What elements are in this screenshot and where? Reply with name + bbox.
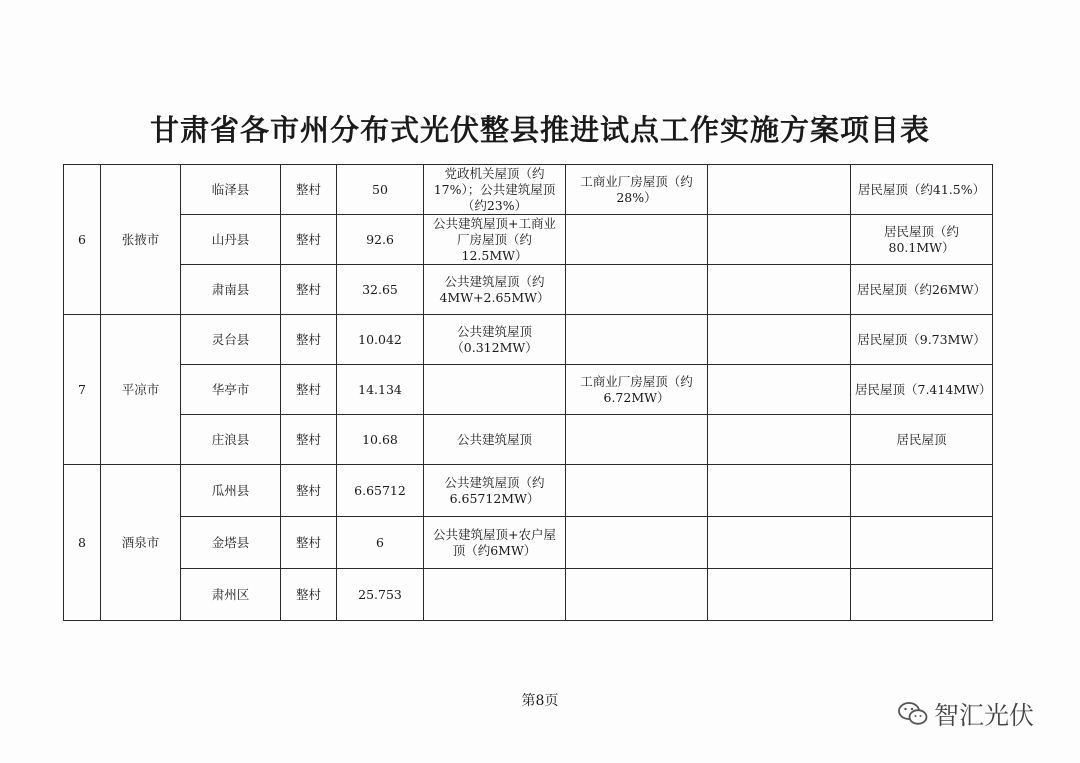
cell-industrial bbox=[566, 569, 708, 621]
cell-public bbox=[424, 569, 566, 621]
cell-residential: 居民屋顶（约41.5%） bbox=[851, 165, 993, 215]
cell-county: 临泽县 bbox=[181, 165, 281, 215]
cell-type: 整村 bbox=[281, 165, 337, 215]
cell-county: 庄浪县 bbox=[181, 415, 281, 465]
cell-other bbox=[708, 215, 851, 265]
cell-residential: 居民屋顶 bbox=[851, 415, 993, 465]
table-row bbox=[64, 415, 993, 465]
page-number: 第8页 bbox=[521, 693, 559, 709]
cell-residential: 居民屋顶（9.73MW） bbox=[851, 315, 993, 365]
cell-other bbox=[708, 415, 851, 465]
cell-capacity: 10.68 bbox=[337, 415, 424, 465]
cell-type: 整村 bbox=[281, 215, 337, 265]
cell-public: 公共建筑屋顶+农户屋顶（约6MW） bbox=[424, 517, 566, 569]
cell-industrial bbox=[566, 465, 708, 517]
wechat-icon bbox=[898, 701, 928, 727]
cell-county: 瓜州县 bbox=[181, 465, 281, 517]
cell-city: 酒泉市 bbox=[101, 465, 181, 621]
cell-serial-number: 6 bbox=[64, 165, 101, 315]
cell-capacity: 10.042 bbox=[337, 315, 424, 365]
cell-public: 公共建筑屋顶 bbox=[424, 415, 566, 465]
table-row bbox=[64, 465, 993, 517]
cell-residential: 居民屋顶（约26MW） bbox=[851, 265, 993, 315]
cell-industrial bbox=[566, 415, 708, 465]
cell-other bbox=[708, 517, 851, 569]
cell-serial-number: 7 bbox=[64, 315, 101, 465]
table-row bbox=[64, 165, 993, 215]
cell-capacity: 14.134 bbox=[337, 365, 424, 415]
cell-county: 山丹县 bbox=[181, 215, 281, 265]
cell-county: 灵台县 bbox=[181, 315, 281, 365]
cell-public: 党政机关屋顶（约17%）；公共建筑屋顶（约23%） bbox=[424, 165, 566, 215]
project-table bbox=[63, 164, 993, 621]
cell-county: 肃南县 bbox=[181, 265, 281, 315]
cell-other bbox=[708, 315, 851, 365]
cell-type: 整村 bbox=[281, 365, 337, 415]
cell-capacity: 50 bbox=[337, 165, 424, 215]
cell-public: 公共建筑屋顶（约6.65712MW） bbox=[424, 465, 566, 517]
cell-public: 公共建筑屋顶（0.312MW） bbox=[424, 315, 566, 365]
cell-county: 华亭市 bbox=[181, 365, 281, 415]
cell-industrial bbox=[566, 517, 708, 569]
table-row bbox=[64, 569, 993, 621]
table-row bbox=[64, 265, 993, 315]
cell-other bbox=[708, 165, 851, 215]
cell-capacity: 25.753 bbox=[337, 569, 424, 621]
cell-city: 张掖市 bbox=[101, 165, 181, 315]
table-row bbox=[64, 315, 993, 365]
cell-residential bbox=[851, 465, 993, 517]
cell-residential bbox=[851, 569, 993, 621]
cell-industrial: 工商业厂房屋顶（约6.72MW） bbox=[566, 365, 708, 415]
cell-type: 整村 bbox=[281, 415, 337, 465]
cell-other bbox=[708, 465, 851, 517]
cell-public: 公共建筑屋顶+工商业厂房屋顶（约12.5MW） bbox=[424, 215, 566, 265]
cell-capacity: 6.65712 bbox=[337, 465, 424, 517]
cell-industrial: 工商业厂房屋顶（约28%） bbox=[566, 165, 708, 215]
cell-industrial bbox=[566, 265, 708, 315]
cell-type: 整村 bbox=[281, 265, 337, 315]
cell-city: 平凉市 bbox=[101, 315, 181, 465]
cell-residential: 居民屋顶（7.414MW） bbox=[851, 365, 993, 415]
table-row bbox=[64, 365, 993, 415]
cell-public: 公共建筑屋顶（约4MW+2.65MW） bbox=[424, 265, 566, 315]
table-row bbox=[64, 517, 993, 569]
cell-residential bbox=[851, 517, 993, 569]
cell-industrial bbox=[566, 215, 708, 265]
cell-capacity: 32.65 bbox=[337, 265, 424, 315]
cell-residential: 居民屋顶（约80.1MW） bbox=[851, 215, 993, 265]
cell-industrial bbox=[566, 315, 708, 365]
cell-capacity: 92.6 bbox=[337, 215, 424, 265]
cell-other bbox=[708, 569, 851, 621]
cell-public bbox=[424, 365, 566, 415]
cell-type: 整村 bbox=[281, 517, 337, 569]
cell-serial-number: 8 bbox=[64, 465, 101, 621]
cell-capacity: 6 bbox=[337, 517, 424, 569]
table-row bbox=[64, 215, 993, 265]
cell-county: 金塔县 bbox=[181, 517, 281, 569]
cell-other bbox=[708, 265, 851, 315]
page-title: 甘肃省各市州分布式光伏整县推进试点工作实施方案项目表 bbox=[149, 113, 930, 147]
cell-type: 整村 bbox=[281, 569, 337, 621]
cell-type: 整村 bbox=[281, 315, 337, 365]
cell-type: 整村 bbox=[281, 465, 337, 517]
watermark-text: 智汇光伏 bbox=[934, 701, 1035, 730]
cell-county: 肃州区 bbox=[181, 569, 281, 621]
watermark bbox=[898, 698, 1034, 730]
cell-other bbox=[708, 365, 851, 415]
